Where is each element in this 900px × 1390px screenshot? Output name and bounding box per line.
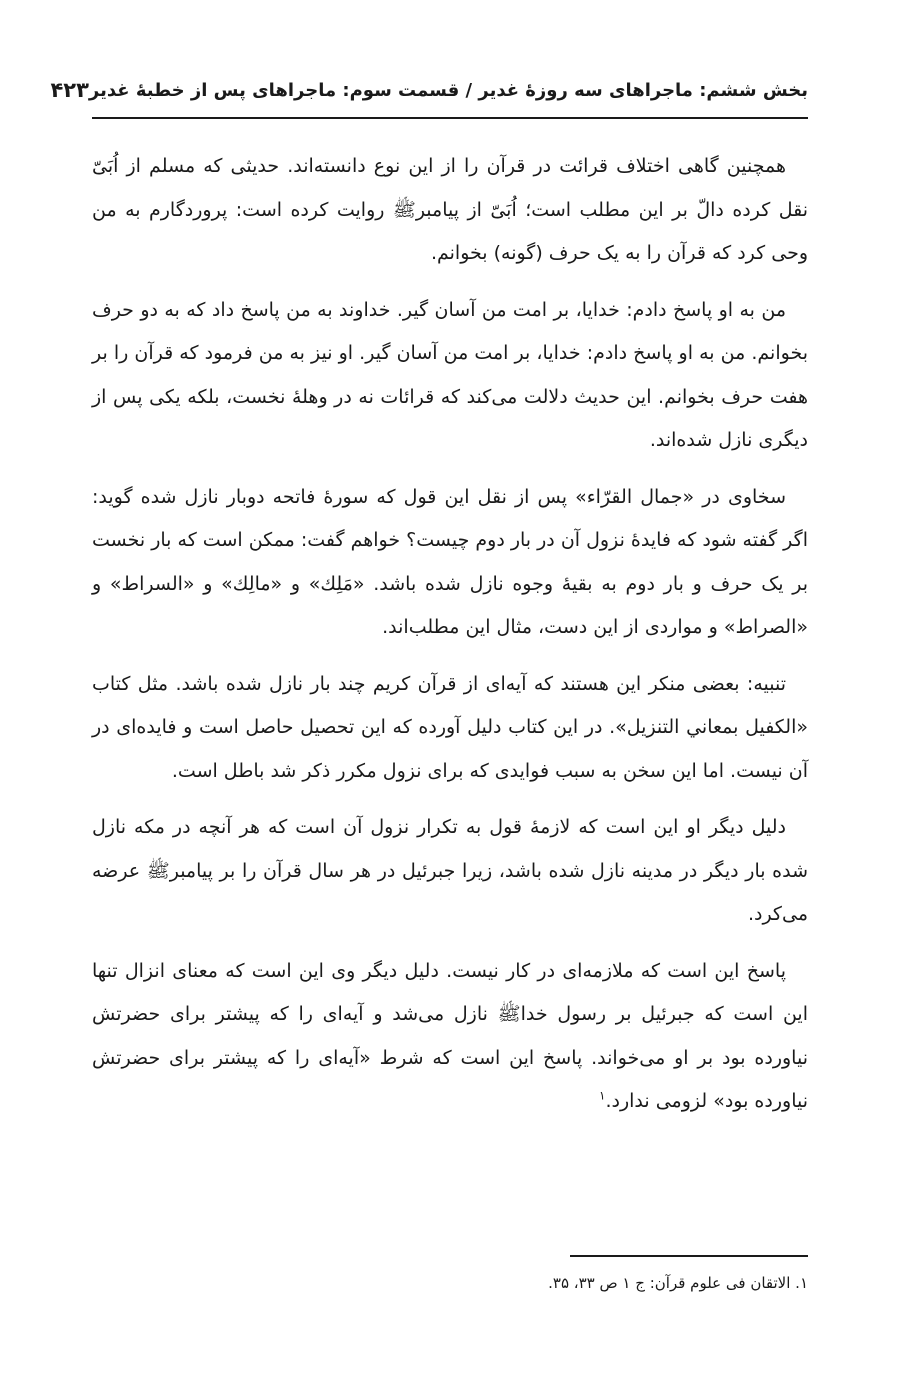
header-divider — [92, 117, 808, 119]
footnote: ۱. الاتقان فی علوم قرآن: ج ۱ ص ۳۳، ۳۵. — [548, 1274, 808, 1292]
running-header — [50, 72, 808, 108]
footnote-divider — [570, 1255, 808, 1257]
running-header-title: بخش ششم: ماجراهای سه روزهٔ غدیر / قسمت سوم: ماجراهای پس از خطبهٔ غدیر — [88, 79, 808, 101]
page-number: ۴۲۳ — [50, 78, 89, 102]
paragraph-text: دلیل دیگر او این است که لازمهٔ قول به تکرار نزول آن است که هر آنچه در مکه نازل شده بار دیگر در مدینه نازل شده باشد، زیرا جبرئیل در هر سال قرآن را بر پیامبرﷺ عرضه می‌کرد. — [92, 816, 808, 925]
paragraph — [92, 145, 808, 276]
book-page — [50, 0, 808, 1390]
body-text — [92, 145, 808, 1137]
paragraph-text: پاسخ این است که ملازمه‌ای در کار نیست. دلیل دیگر وی این است که معنای انزال تنها این است که جبرئیل بر رسول خداﷺ نازل می‌شد و آیه‌ای را که پیشتر برای حضرتش نیاورده بود بر او می‌خواند. پاسخ این است که شرط «آیه‌ای را که پیشتر برای حضرتش نیاورده بود» لزومی ندارد. — [92, 959, 808, 1112]
footnote-reference[interactable]: ۱ — [598, 1088, 606, 1103]
paragraph — [92, 476, 808, 650]
paragraph — [92, 806, 808, 937]
paragraph-text: من به او پاسخ دادم: خدایا، بر امت من آسان گیر. خداوند به من پاسخ داد که به دو حرف بخوانم. من به او پاسخ دادم: خدایا، بر امت من آسان گیر. او نیز به من فرمود که قرآن را بر هفت حرف بخوانم. این حدیث دلالت می‌کند که قرائات نه در وهلهٔ نخست، بلکه یکی پس از دیگری نازل شده‌اند. — [92, 298, 808, 451]
paragraph-text: همچنین گاهی اختلاف قرائت در قرآن را از این نوع دانسته‌اند. حدیثی که مسلم از اُبَیّ نقل کرده دالّ بر این مطلب است؛ اُبَیّ از پیامبرﷺ روایت کرده است: پروردگارم به من وحی کرد که قرآن را به یک حرف (گونه) بخوانم. — [92, 155, 808, 264]
paragraph — [92, 950, 808, 1124]
paragraph-text: سخاوی در «جمال القرّاء» پس از نقل این قول که سورهٔ فاتحه دوبار نازل شده گوید: اگر گفته شود که فایدهٔ نزول آن در بار دوم چیست؟ خواهم گفت: ممکن است که بار نخست بر یک حرف و بار دوم به بقیهٔ وجوه نازل شده باشد. «مَلِك» و «مالِك» و «السراط» و «الصراط» و مواردی از این دست، مثال این مطلب‌اند. — [92, 485, 808, 638]
paragraph — [92, 289, 808, 463]
paragraph — [92, 663, 808, 794]
paragraph-text: تنبیه: بعضی منکر این هستند که آیه‌ای از قرآن کریم چند بار نازل شده باشد. مثل کتاب «الكفيل بمعاني التنزيل». در این کتاب دلیل آورده که این تحصیل حاصل است و فایده‌ای در آن نیست. اما این سخن به سبب فوایدی که برای نزول مکرر ذکر شد باطل است. — [92, 672, 808, 782]
